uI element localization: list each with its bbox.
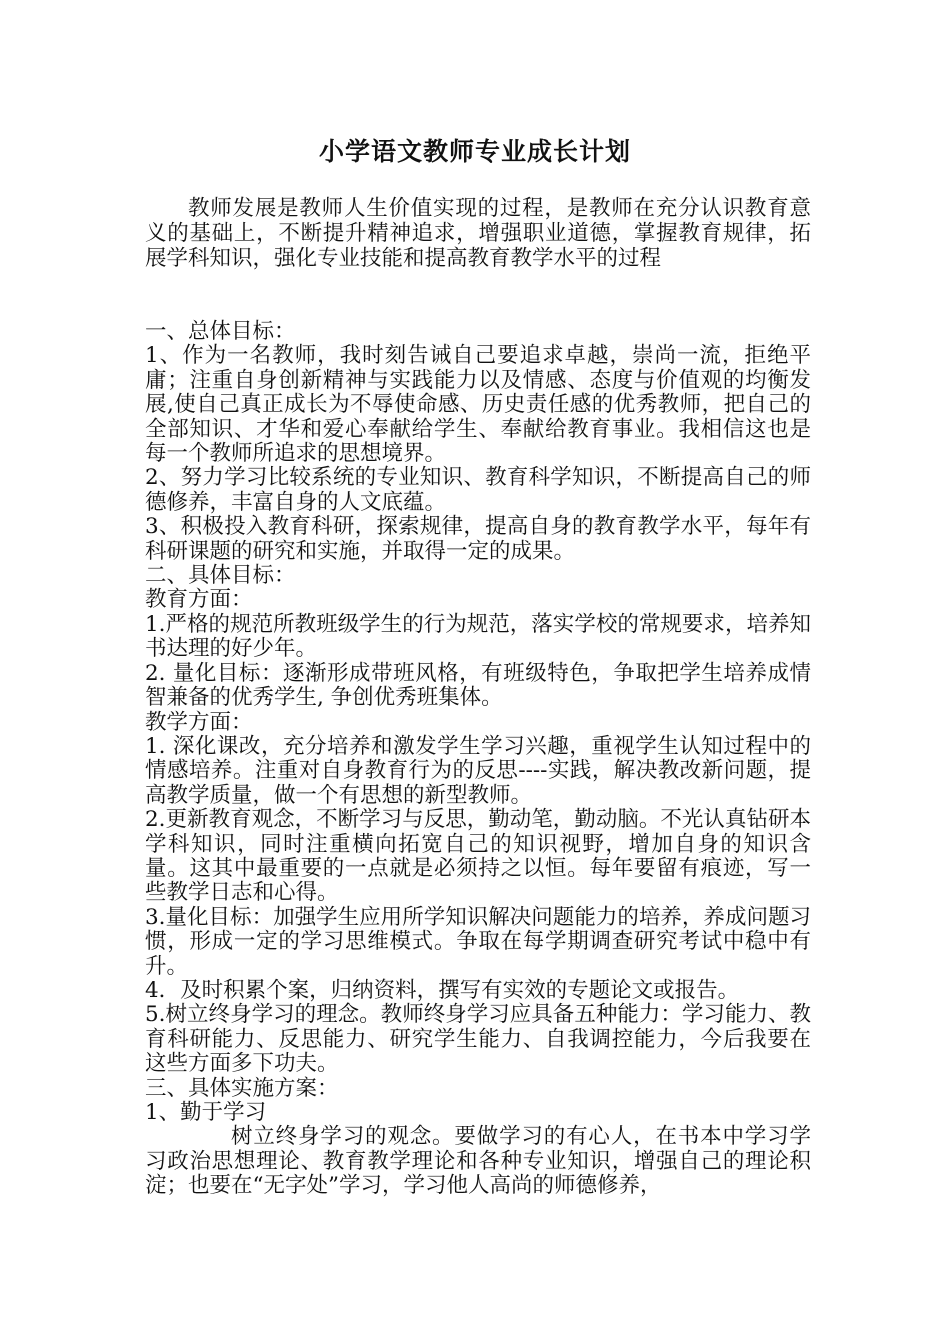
section-heading-specific-goals: 二、具体目标： — [145, 563, 296, 589]
paragraph-education-1: 1.严格的规范所教班级学生的行为规范，落实学校的常规要求，培养知书达理的好少年。 — [145, 611, 811, 662]
paragraph-teaching-4: 4．及时积累个案，归纳资料，撰写有实效的专题论文或报告。 — [145, 977, 740, 1003]
intro-paragraph: 教师发展是教师人生价值实现的过程，是教师在充分认识教育意义的基础上，不断提升精神追求，增强职业道德，掌握教育规律，拓展学科知识，强化专业技能和提高教育教学水平的过程 — [145, 196, 811, 271]
paragraph-education-2: 2. 量化目标：逐渐形成带班风格，有班级特色，争取把学生培养成情智兼备的优秀学生, 争创优秀班集体。 — [145, 660, 811, 711]
section-heading-overall-goals: 一、总体目标： — [145, 319, 296, 344]
paragraph-diligent-study: 树立终身学习的观念。要做学习的有心人，在书本中学习学习政治思想理论、教育教学理论和各种专业知识，增强自己的理论积淀；也要在“无字处”学习，学习他人高尚的师德修养， — [145, 1124, 811, 1199]
document-body — [145, 320, 811, 1199]
section-heading-implementation: 三、具体实施方案： — [145, 1075, 339, 1101]
paragraph-overall-goal-2: 2、努力学习比较系统的专业知识、教育科学知识，不断提高自己的师德修养，丰富自身的人文底蕴。 — [145, 465, 811, 515]
subheading-teaching: 教学方面： — [145, 709, 253, 735]
paragraph-teaching-3: 3.量化目标：加强学生应用所学知识解决问题能力的培养，养成问题习惯，形成一定的学习思维模式。争取在每学期调查研究考试中稳中有升。 — [145, 904, 811, 979]
paragraph-teaching-2: 2.更新教育观念，不断学习与反思，勤动笔，勤动脑。不光认真钻研本学科知识，同时注重横向拓宽自己的知识视野，增加自身的知识含量。这其中最重要的一点就是必须持之以恒。每年要留有痕迹，写一些教学日志和心得。 — [145, 807, 811, 906]
paragraph-overall-goal-1: 1、作为一名教师，我时刻告诫自己要追求卓越，崇尚一流，拒绝平庸；注重自身创新精神与实践能力以及情感、态度与价值观的均衡发展,使自己真正成长为不辱使命感、历史责任感的优秀教师，把自己的全部知识、才华和爱心奉献给学生、奉献给教育事业。我相信这也是每一个教师所追求的思想境界。 — [145, 343, 811, 467]
paragraph-teaching-5: 5.树立终身学习的理念。教师终身学习应具备五种能力：学习能力、教育科研能力、反思能力、研究学生能力、自我调控能力，今后我要在这些方面多下功夫。 — [145, 1002, 811, 1077]
subheading-diligent-study: 1、勤于学习 — [145, 1100, 267, 1125]
paragraph-overall-goal-3: 3、积极投入教育科研，探索规律，提高自身的教育教学水平，每年有科研课题的研究和实施，并取得一定的成果。 — [145, 514, 811, 564]
document-title: 小学语文教师专业成长计划 — [318, 137, 631, 166]
subheading-education: 教育方面： — [145, 587, 253, 613]
paragraph-teaching-1: 1. 深化课改，充分培养和激发学生学习兴趣，重视学生认知过程中的情感培养。注重对自身教育行为的反思----实践，解决教改新问题，提高教学质量，做一个有思想的新型教师。 — [145, 733, 811, 808]
